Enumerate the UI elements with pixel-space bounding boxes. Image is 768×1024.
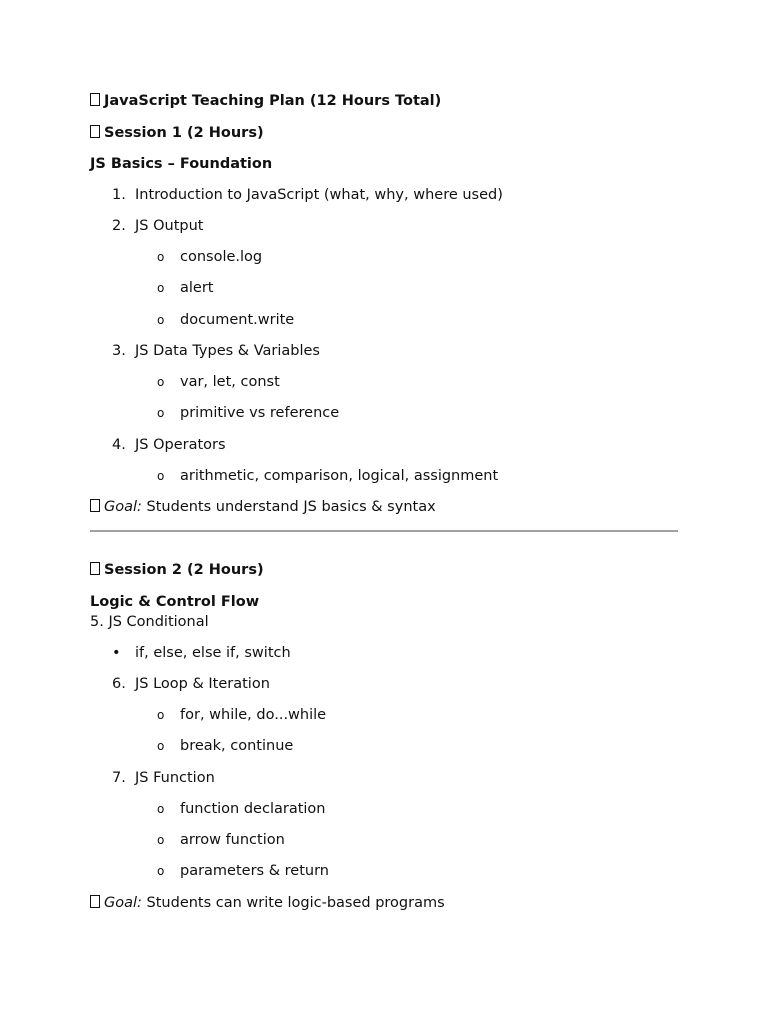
list-item: 3. JS Data Types & Variables [112, 343, 320, 359]
session-1-heading: Session 1 (2 Hours) [90, 124, 264, 142]
sub-list-item: o primitive vs reference [157, 405, 340, 421]
session-1-goal: Goal: Students understand JS basics & syntax [90, 498, 436, 516]
sub-list-item: o parameters & return [157, 863, 329, 879]
list-item: 2. JS Output [112, 218, 204, 234]
session-2-heading: Session 2 (2 Hours) [90, 561, 264, 579]
list-item: 1. Introduction to JavaScript (what, why, where used) [112, 187, 503, 203]
sub-list-item: o document.write [157, 312, 295, 328]
sub-list-item: o var, let, const [157, 374, 280, 390]
list-item: 5. JS Conditional [90, 614, 209, 630]
list-item: 6. JS Loop & Iteration [112, 676, 270, 692]
target-icon [90, 895, 100, 908]
sub-list-item: o console.log [157, 249, 263, 265]
bullet-item: • if, else, else if, switch [112, 645, 291, 661]
list-item: 7. JS Function [112, 770, 215, 786]
sub-list-item: o for, while, do...while [157, 707, 327, 723]
sub-list-item: o break, continue [157, 738, 294, 754]
session-2-subheading: Logic & Control Flow [90, 594, 260, 610]
session-1-subheading: JS Basics – Foundation [90, 156, 273, 172]
sub-list-item: o alert [157, 280, 214, 296]
book-icon [90, 93, 100, 106]
sub-list-item: o arithmetic, comparison, logical, assignment [157, 468, 499, 484]
sub-list-item: o arrow function [157, 832, 285, 848]
calendar-icon [90, 562, 100, 575]
target-icon [90, 499, 100, 512]
sub-list-item: o function declaration [157, 801, 326, 817]
session-2-goal: Goal: Students can write logic-based programs [90, 894, 445, 912]
section-divider [90, 530, 678, 532]
list-item: 4. JS Operators [112, 437, 226, 453]
calendar-icon [90, 125, 100, 138]
document-title: JavaScript Teaching Plan (12 Hours Total) [90, 92, 441, 110]
